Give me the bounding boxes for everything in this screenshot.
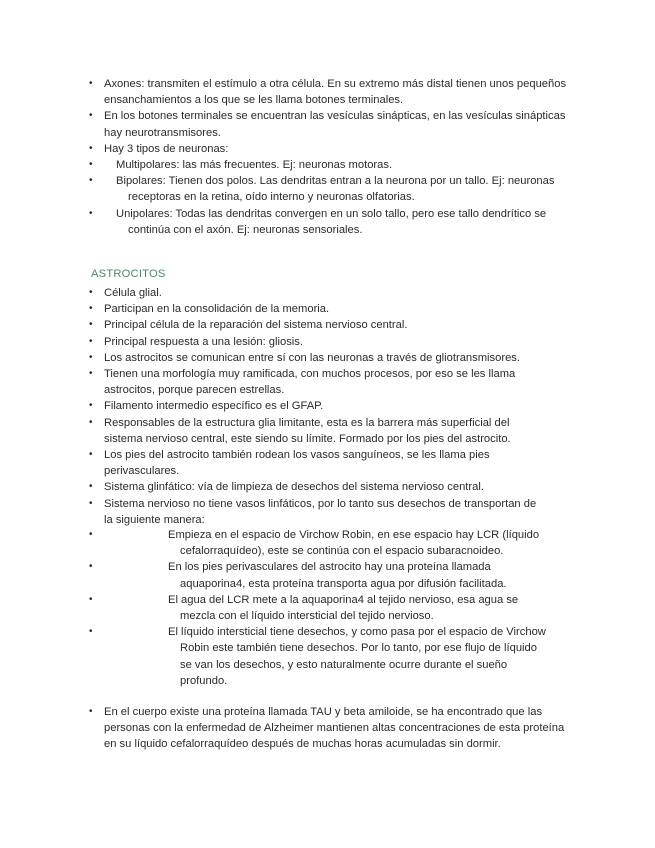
section-heading: ASTROCITOS — [91, 268, 166, 280]
bullet-icon: • — [89, 449, 93, 461]
list-item: • Los astrocitos se comunican entre sí con las neuronas a través de gliotransmisores. — [88, 350, 543, 366]
bullet-icon: • — [89, 497, 93, 509]
bullet-icon: • — [89, 706, 93, 717]
list-item: • Tienen una morfología muy ramificada, con muchos procesos, por eso se les llama astrocitos, porque parecen estrellas. — [89, 368, 516, 397]
bullet-icon: • — [89, 303, 93, 315]
list-item: • En los botones terminales se encuentran las vesículas sinápticas, en las vesículas sinápticas hay neurotransmisores. — [89, 110, 566, 139]
list-item: • Los pies del astrocito también rodean los vasos sanguíneos, se les llama pies perivasculares. — [89, 449, 490, 478]
list-item: • Hay 3 tipos de neuronas: — [88, 141, 568, 157]
list-item: • Sistema glinfático: vía de limpieza de desechos del sistema nervioso central. — [88, 479, 543, 495]
bullet-icon: • — [89, 626, 93, 638]
bullet-icon: • — [89, 593, 93, 605]
bullet-icon: • — [89, 335, 93, 347]
bullet-icon: • — [89, 481, 93, 493]
list-item: • Participan en la consolidación de la memoria. — [88, 301, 543, 317]
list-item: • Axones: transmiten el estímulo a otra célula. En su extremo más distal tienen unos pequeños ensanchamientos a los que se les llama botones terminales. — [89, 78, 567, 107]
bullet-icon: • — [89, 351, 93, 363]
list-item: • Unipolares: Todas las dendritas convergen en un solo tallo, pero ese tallo dendrítico se continúa con el axón. Ej: neuronas sensoriales. — [89, 207, 547, 236]
list-item: • Célula glial. — [88, 285, 543, 301]
list-item: • Multipolares: las más frecuentes. Ej: neuronas motoras. — [88, 157, 573, 173]
bullet-icon: • — [89, 416, 93, 428]
bullet-icon: • — [89, 207, 93, 219]
bullet-icon: • — [89, 529, 93, 540]
list-item: • Principal respuesta a una lesión: gliosis. — [88, 334, 543, 350]
astro-list — [88, 285, 543, 528]
bullet-icon: • — [89, 400, 93, 412]
list-item: • Principal célula de la reparación del sistema nervioso central. — [88, 317, 543, 333]
bullet-icon: • — [89, 78, 93, 89]
glymphatic-list — [88, 527, 548, 689]
list-item: • Bipolares: Tienen dos polos. Las dendritas entran a la neurona por un tallo. Ej: neuronas receptoras en la retina, oído interno y neuronas olfatorias. — [89, 175, 555, 204]
list-item: • Filamento intermedio específico es el GFAP. — [88, 398, 543, 414]
bullet-icon: • — [89, 142, 93, 154]
list-item: • Empieza en el espacio de Virchow Robin, en ese espacio hay LCR (líquido cefalorraquídeo), este se continúa con el espacio subaracnoideo. — [89, 529, 540, 558]
list-item: • Responsables de la estructura glia limitante, esta es la barrera más superficial del sistema nervioso central, este siendo su límite. Formado por los pies del astrocito. — [89, 416, 511, 445]
final-list — [88, 704, 566, 753]
intro-list — [88, 76, 568, 157]
bullet-icon: • — [89, 159, 93, 170]
list-item: • En los pies perivasculares del astrocito hay una proteína llamada aquaporina4, esta proteína transporta agua por difusión facilitada. — [89, 561, 507, 590]
bullet-icon: • — [89, 561, 93, 573]
bullet-icon: • — [89, 287, 93, 298]
list-item: • El agua del LCR mete a la aquaporina4 al tejido nervioso, esa agua se mezcla con el líquido intersticial del tejido nervioso. — [89, 593, 519, 623]
bullet-icon: • — [89, 368, 93, 380]
bullet-icon: • — [89, 319, 93, 331]
bullet-icon: • — [89, 175, 93, 187]
list-item: • El líquido intersticial tiene desechos, y como pasa por el espacio de Virchow Robin este también tiene desechos. Por lo tanto, por ese flujo de líquido se van los desechos, y esto naturalmente ocurre durante el sueño profundo. — [89, 626, 546, 687]
list-item: • Sistema nervioso no tiene vasos linfáticos, por lo tanto sus desechos de transportan de la siguiente manera: — [89, 497, 537, 526]
bullet-icon: • — [89, 110, 93, 122]
neuron-types-list — [88, 157, 573, 238]
list-item: • En el cuerpo existe una proteína llamada TAU y beta amiloide, se ha encontrado que las personas con la enfermedad de Alzheimer mantienen altas concentraciones de esta proteína en su líquido cefalorraquídeo después de muchas horas acumuladas sin dormir. — [89, 706, 565, 751]
